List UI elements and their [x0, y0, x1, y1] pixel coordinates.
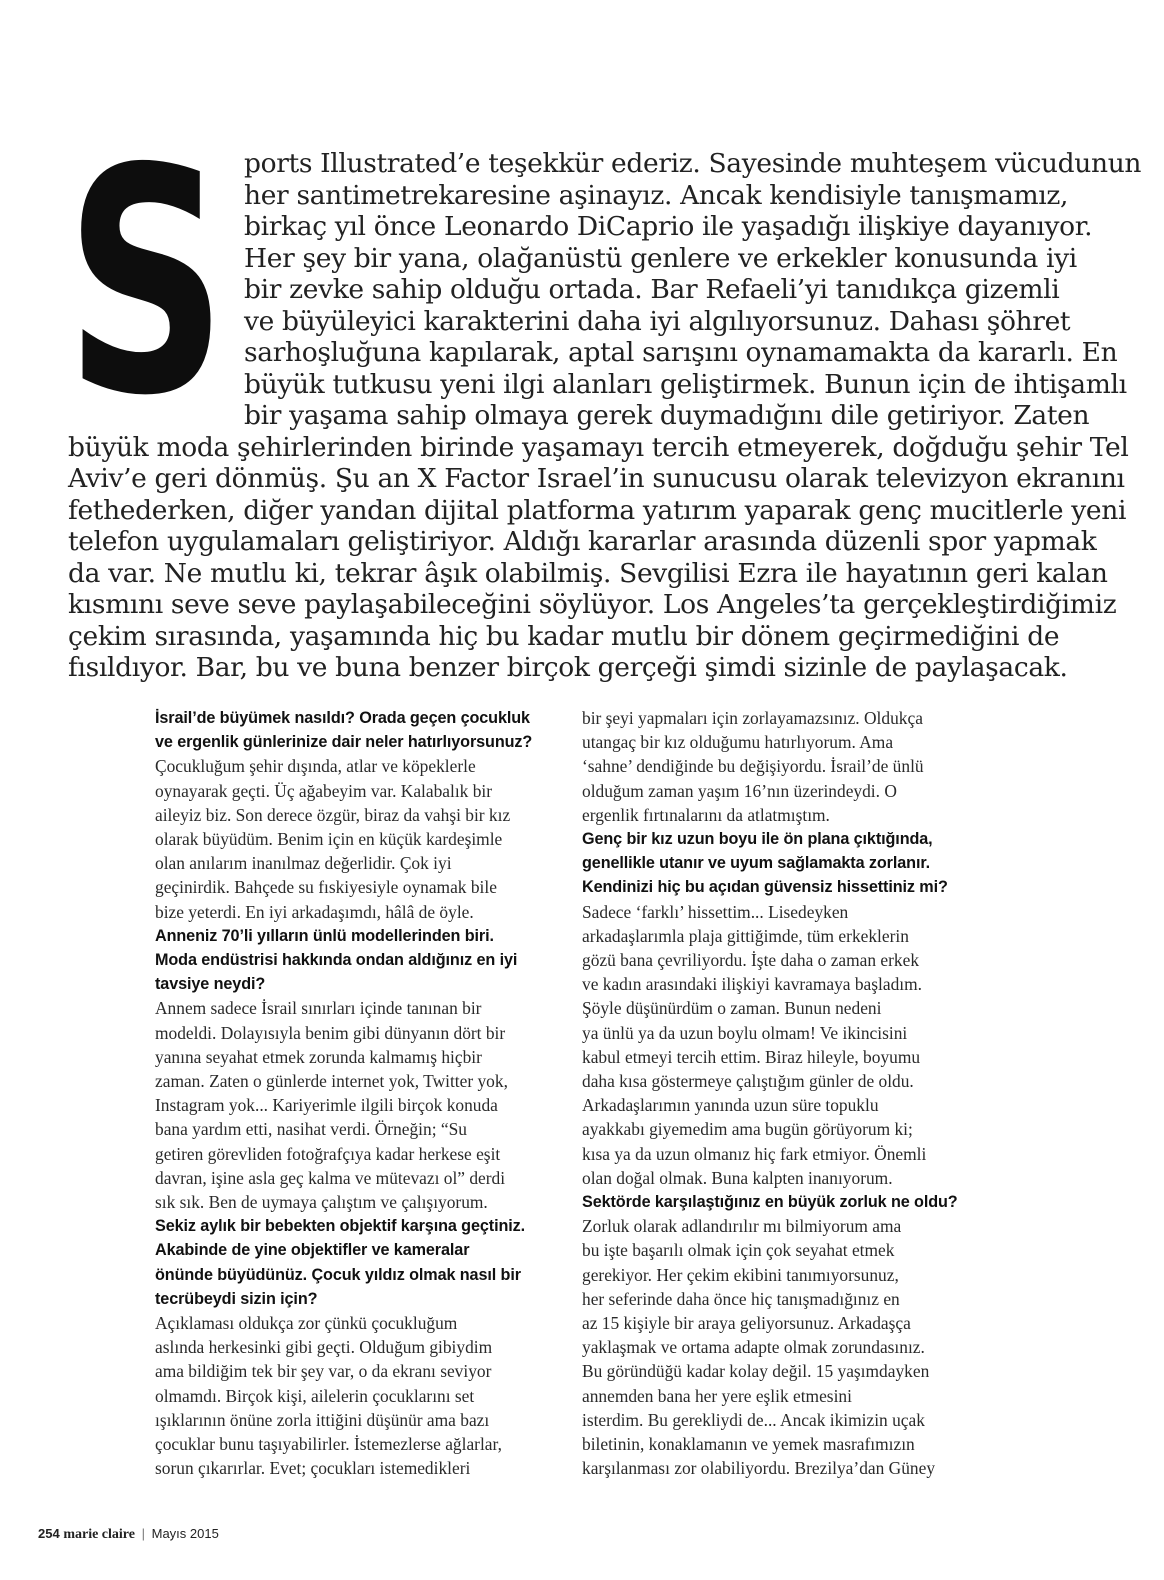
answer-line: gerekiyor. Her çekim ekibini tanımıyorsunuz,: [582, 1264, 899, 1285]
answer-line: daha kısa göstermeye çalıştığım günler de oldu.: [582, 1071, 914, 1092]
answer-line: Şöyle düşünürdüm o zaman. Bunun nedeni: [582, 998, 882, 1019]
intro-line: fethederken, diğer yandan dijital platforma yatırım yaparak genç mucitlerle yeni: [68, 494, 1127, 526]
intro-line: büyük moda şehirlerinden birinde yaşamayı tercih etmeyerek, doğduğu şehir Tel: [68, 431, 1129, 463]
intro-line: her santimetrekaresine aşinayız. Ancak kendisiyle tanışmamız,: [244, 179, 1069, 211]
answer-line: ışıklarının önüne zorla ittiğini düşünür ama bazı: [155, 1409, 490, 1430]
answer-line: her seferinde daha önce hiç tanışmadığınız en: [582, 1288, 900, 1309]
answer-line: ayakkabı giyemedim ama bugün görüyorum ki;: [582, 1119, 913, 1140]
answer-line: Bu göründüğü kadar kolay değil. 15 yaşımdayken: [582, 1361, 930, 1382]
question-line: önünde büyüdünüz. Çocuk yıldız olmak nasıl bir: [155, 1265, 521, 1284]
question-line: tecrübeydi sizin için?: [155, 1289, 318, 1308]
answer-line: kabul etmeyi tercih ettim. Biraz hileyle, boyumu: [582, 1046, 921, 1067]
intro-line: da var. Ne mutlu ki, tekrar âşık olabilmiş. Sevgilisi Ezra ile hayatının geri kalan: [68, 557, 1108, 589]
answer-line: aslında herkesinki gibi geçti. Olduğum gibiydim: [155, 1337, 493, 1358]
intro-line: çekim sırasında, yaşamında hiç bu kadar mutlu bir dönem geçirmediğini de: [68, 620, 1060, 652]
intro-line: kısmını seve seve paylaşabileceğini söylüyor. Los Angeles’ta gerçekleştirdiğimiz: [68, 589, 1117, 620]
page-footer: [38, 1526, 219, 1543]
right-column: [582, 706, 1002, 1481]
question-line: Sekiz aylık bir bebekten objektif karşına geçtiniz.: [155, 1217, 526, 1236]
answer-line: yanına seyahat etmek zorunda kalmamış hiçbir: [155, 1046, 482, 1067]
intro-line: bir zevke sahip olduğu ortada. Bar Refaeli’yi tanıdıkça gizemli: [244, 274, 1060, 305]
intro-line: Aviv’e geri dönmüş. Şu an X Factor Israel’in sunucusu olarak televizyon ekranını: [68, 463, 1125, 494]
svg-text:S: S: [65, 103, 227, 464]
answer-line: Çocukluğum şehir dışında, atlar ve köpeklerle: [155, 756, 476, 777]
answer-line: annemden bana her yere eşlik etmesini: [582, 1385, 852, 1406]
intro-line: telefon uygulamaları geliştiriyor. Aldığı kararlar arasında düzenli spor yapmak: [68, 526, 1097, 557]
answer-line: bu işte başarılı olmak için çok seyahat etmek: [582, 1240, 895, 1261]
answer-line: Instagram yok... Kariyerimle ilgili birçok konuda: [155, 1095, 498, 1116]
footer-separator: |: [141, 1526, 145, 1541]
question-line: İsrail’de büyümek nasıldı? Orada geçen çocukluk: [155, 709, 530, 727]
answer-line: Sadece ‘farklı’ hissettim... Lisedeyken: [582, 901, 849, 922]
answer-line: az 15 kişiyle bir araya geliyorsunuz. Arkadaşça: [582, 1313, 911, 1334]
answer-line: isterdim. Bu gerekliydi de... Ancak ikimizin uçak: [582, 1409, 925, 1430]
question-line: Kendinizi hiç bu açıdan güvensiz hissettiniz mi?: [582, 878, 948, 897]
answer-line: olduğum zaman yaşım 16’nın üzerindeydi. O: [582, 780, 897, 801]
intro-line: sarhoşluğuna kapılarak, aptal sarışını oynamamakta da kararlı. En: [244, 337, 1118, 368]
answer-line: olan doğal olmak. Buna kalpten inanıyorum.: [582, 1167, 893, 1188]
magazine-name: marie claire: [63, 1527, 135, 1542]
intro-line: ve büyüleyici karakterini daha iyi algılıyorsunuz. Dahası şöhret: [244, 305, 1071, 337]
answer-line: davran, işine asla geç kalma ve mütevazı ol” derdi: [155, 1167, 506, 1188]
answer-line: bir şeyi yapmaları için zorlayamazsınız. Oldukça: [582, 708, 923, 728]
answer-line: modeldi. Dolayısıyla benim gibi dünyanın dört bir: [155, 1022, 506, 1043]
answer-line: biletinin, konaklamanın ve yemek masrafımızın: [582, 1434, 915, 1455]
intro-line: fısıldıyor. Bar, bu ve buna benzer birçok gerçeği şimdi sizinle de paylaşacak.: [68, 652, 1068, 683]
answer-line: aileyiz biz. Son derece özgür, biraz da vahşi bir kız: [155, 804, 511, 825]
answer-line: kısa ya da uzun olmanız hiç fark etmiyor. Önemli: [582, 1143, 927, 1164]
answer-line: çocuklar bunu taşıyabilirler. İstemezlerse ağlarlar,: [155, 1434, 502, 1455]
answer-line: Açıklaması oldukça zor çünkü çocukluğum: [155, 1313, 458, 1334]
question-line: ve ergenlik günlerinize dair neler hatırlıyorsunuz?: [155, 733, 533, 752]
answer-line: utangaç bir kız olduğumu hatırlıyorum. Ama: [582, 732, 894, 753]
answer-line: getiren görevliden fotoğrafçıya kadar herkese eşit: [155, 1143, 501, 1164]
answer-line: sorun çıkarırlar. Evet; çocukları istemedikleri: [155, 1458, 471, 1479]
answer-line: sık sık. Ben de uymaya çalıştım ve çalışıyorum.: [155, 1192, 488, 1213]
left-column: [155, 706, 575, 1481]
answer-line: bana yardım etti, nasihat verdi. Örneğin; “Su: [155, 1119, 467, 1140]
answer-line: olarak büyüdüm. Benim için en küçük kardeşimle: [155, 829, 503, 850]
intro-line: Her şey bir yana, olağanüstü genlere ve erkekler konusunda iyi: [244, 242, 1077, 274]
question-line: genellikle utanır ve uyum sağlamakta zorlanır.: [582, 854, 931, 873]
answer-line: zaman. Zaten o günlerde internet yok, Twitter yok,: [155, 1071, 508, 1092]
intro-line: bir yaşama sahip olmaya gerek duymadığını dile getiriyor. Zaten: [244, 400, 1090, 431]
answer-line: yaklaşmak ve ortama adapte olmak zorundasınız.: [582, 1337, 925, 1358]
answer-line: ‘sahne’ dendiğinde bu değişiyordu. İsrail’de ünlü: [582, 756, 924, 777]
answer-line: karşılanması zor olabiliyordu. Brezilya’dan Güney: [582, 1458, 936, 1479]
answer-line: olmamdı. Birçok kişi, ailelerin çocuklarını set: [155, 1385, 475, 1406]
answer-line: olan anılarım inanılmaz değerlidir. Çok iyi: [155, 853, 452, 874]
issue-date: Mayıs 2015: [151, 1526, 219, 1541]
question-line: Anneniz 70’li yılların ünlü modellerinden biri.: [155, 926, 494, 945]
intro-line: büyük tutkusu yeni ilgi alanları geliştirmek. Bunun için de ihtişamlı: [244, 368, 1127, 400]
answer-line: bize yeterdi. En iyi arkadaşımdı, hâlâ de öyle.: [155, 901, 474, 922]
question-line: Genç bir kız uzun boyu ile ön plana çıktığında,: [582, 830, 933, 849]
question-line: Akabinde de yine objektifler ve kameralar: [155, 1241, 470, 1260]
answer-line: ve kadın arasındaki ilişkiyi kavramaya başladım.: [582, 974, 922, 995]
answer-line: geçinirdik. Bahçede su fıskiyesiyle oynamak bile: [155, 877, 497, 898]
intro-paragraph: [68, 148, 1142, 684]
question-line: Moda endüstrisi hakkında ondan aldığınız en iyi: [155, 951, 518, 970]
answer-line: Annem sadece İsrail sınırları içinde tanınan bir: [155, 998, 482, 1019]
answer-line: ergenlik fırtınalarını da atlatmıştım.: [582, 804, 830, 825]
answer-line: ama bildiğim tek bir şey var, o da ekranı seviyor: [155, 1361, 492, 1382]
page-number: 254: [38, 1526, 60, 1541]
answer-line: oynayarak geçti. Üç ağabeyim var. Kalabalık bir: [155, 780, 493, 801]
answer-line: Arkadaşlarımın yanında uzun süre topuklu: [582, 1095, 879, 1116]
answer-line: ya ünlü ya da uzun boylu olmam! Ve ikincisini: [582, 1022, 908, 1043]
question-line: tavsiye neydi?: [155, 975, 266, 994]
answer-line: gözü bana çevriliyordu. İşte daha o zaman erkek: [582, 950, 920, 971]
intro-line: ports Illustrated’e teşekkür ederiz. Sayesinde muhteşem vücudunun: [244, 148, 1142, 179]
question-line: Sektörde karşılaştığınız en büyük zorluk ne oldu?: [582, 1193, 958, 1212]
answer-line: Zorluk olarak adlandırılır mı bilmiyorum ama: [582, 1216, 902, 1237]
intro-line: birkaç yıl önce Leonardo DiCaprio ile yaşadığı ilişkiye dayanıyor.: [244, 211, 1093, 242]
answer-line: arkadaşlarımla plaja gittiğimde, tüm erkeklerin: [582, 925, 909, 946]
